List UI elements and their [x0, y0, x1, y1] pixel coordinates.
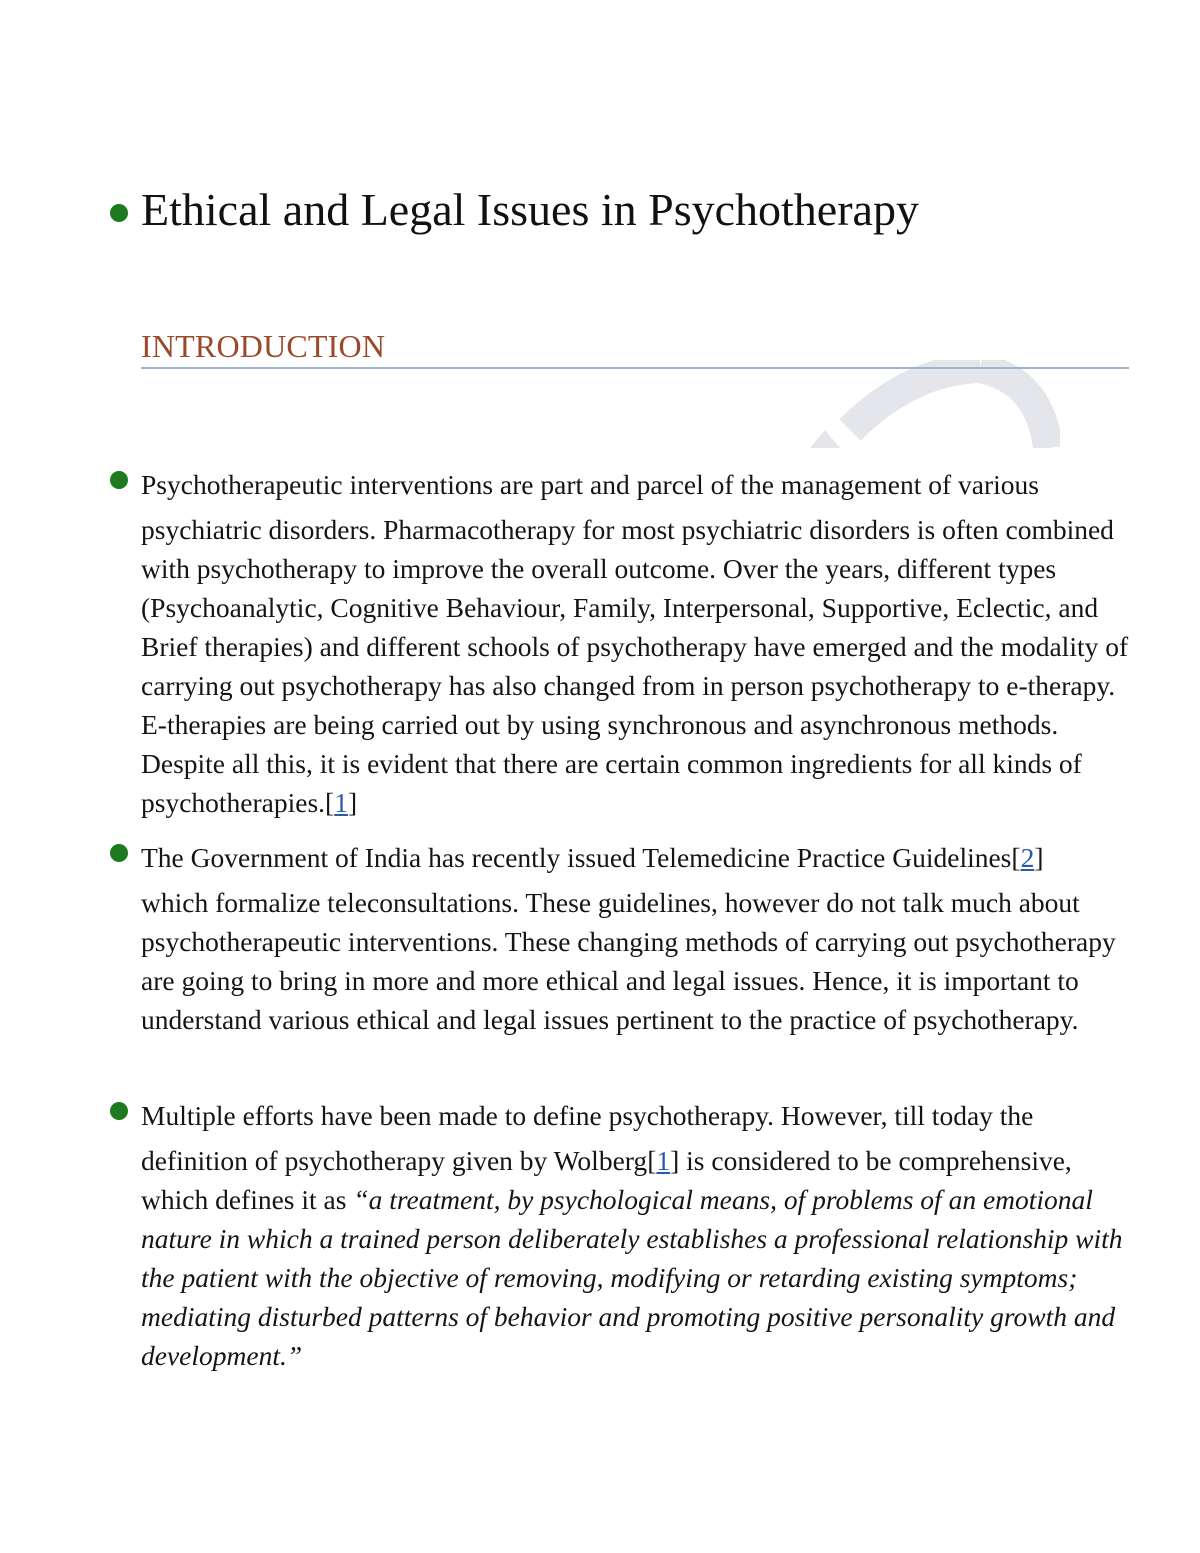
paragraph-body: which formalize teleconsultations. These guidelines, however do not talk much about psychotherapeutic interventions. These changing methods of carrying out psychotherapy are going to bring in more and more ethical and legal issues. Hence, it is important to understand various ethical and legal issues pertinent to the practice of psychotherapy. [141, 887, 1116, 1035]
paragraph-text [141, 838, 1130, 1039]
paragraph-2 [110, 838, 1130, 1039]
citation-link[interactable]: 2 [1020, 842, 1035, 873]
section-heading: INTRODUCTION [141, 328, 386, 364]
paragraph-first-line: Multiple efforts have been made to define psychotherapy. However, till today the [141, 1100, 1034, 1131]
paragraph-first-line: The Government of India has recently issued Telemedicine Practice Guidelines[2] [141, 842, 1044, 873]
bullet-icon [110, 844, 128, 862]
paragraph-body: psychiatric disorders. Pharmacotherapy for most psychiatric disorders is often combined with psychotherapy to improve the overall outcome. Over the years, different types (Psychoanalytic, Cognitive Behaviour, Family, Interpersonal, Supportive, Eclectic, and Brief therapies) and different schools of psychotherapy have emerged and the modality of carrying out psychotherapy has also changed from in person psychotherapy to e-therapy. E-therapies are being carried out by using synchronous and asynchronous methods. Despite all this, it is evident that there are certain common ingredients for all kinds of psychotherapies. [141, 514, 1129, 818]
citation-link[interactable]: 1 [656, 1145, 671, 1176]
page-title: Ethical and Legal Issues in Psychotherapy [141, 184, 919, 235]
paragraph-text: Multiple efforts have been made to define psychotherapy. However, till today the definition of psychotherapy given by Wolberg[1] is considered to be comprehensive, which defines it as “a treatment, by psychological means, of problems of an emotional nature in which a trained person deliberately establishes a professional relationship with the patient with the objective of removing, modifying or retarding existing symptoms; mediating disturbed patterns of behavior and promoting positive personality growth and development.” [141, 1096, 1130, 1375]
paragraph-first-line-text: The Government of India has recently issued Telemedicine Practice Guidelines [141, 842, 1012, 873]
citation-link[interactable]: 1 [334, 787, 348, 818]
paragraph-text: Psychotherapeutic interventions are part and parcel of the management of various psychiatric disorders. Pharmacotherapy for most psychiatric disorders is often combined with psychotherapy to improve the overall outcome. Over the years, different types (Psychoanalytic, Cognitive Behaviour, Family, Interpersonal, Supportive, Eclectic, and Brief therapies) and different schools of psychotherapy have emerged and the modality of carrying out psychotherapy has also changed from in person psychotherapy to e-therapy. E-therapies are being carried out by using synchronous and asynchronous methods. Despite all this, it is evident that there are certain common ingredients for all kinds of psychotherapies.[1] [141, 465, 1130, 822]
paragraph-1 [110, 465, 1130, 822]
bullet-icon [110, 1102, 128, 1120]
bullet-icon [110, 471, 128, 489]
paragraph-3 [110, 1096, 1130, 1375]
title-bullet-icon [110, 204, 128, 222]
paragraph-first-line: Psychotherapeutic interventions are part and parcel of the management of various [141, 469, 1039, 500]
paragraph-body-continued: is considered to be comprehensive, which defines it as [141, 1145, 1072, 1215]
heading-divider [141, 367, 1129, 369]
paragraph-body: definition of psychotherapy given by Wolberg [141, 1145, 648, 1176]
definition-quote: “a treatment, by psychological means, of problems of an emotional nature in which a trained person deliberately establishes a professional relationship with the patient with the objective of removing, modifying or retarding existing symptoms; mediating disturbed patterns of behavior and promoting positive personality growth and development.” [141, 1184, 1123, 1371]
watermark-logo [790, 360, 1060, 448]
